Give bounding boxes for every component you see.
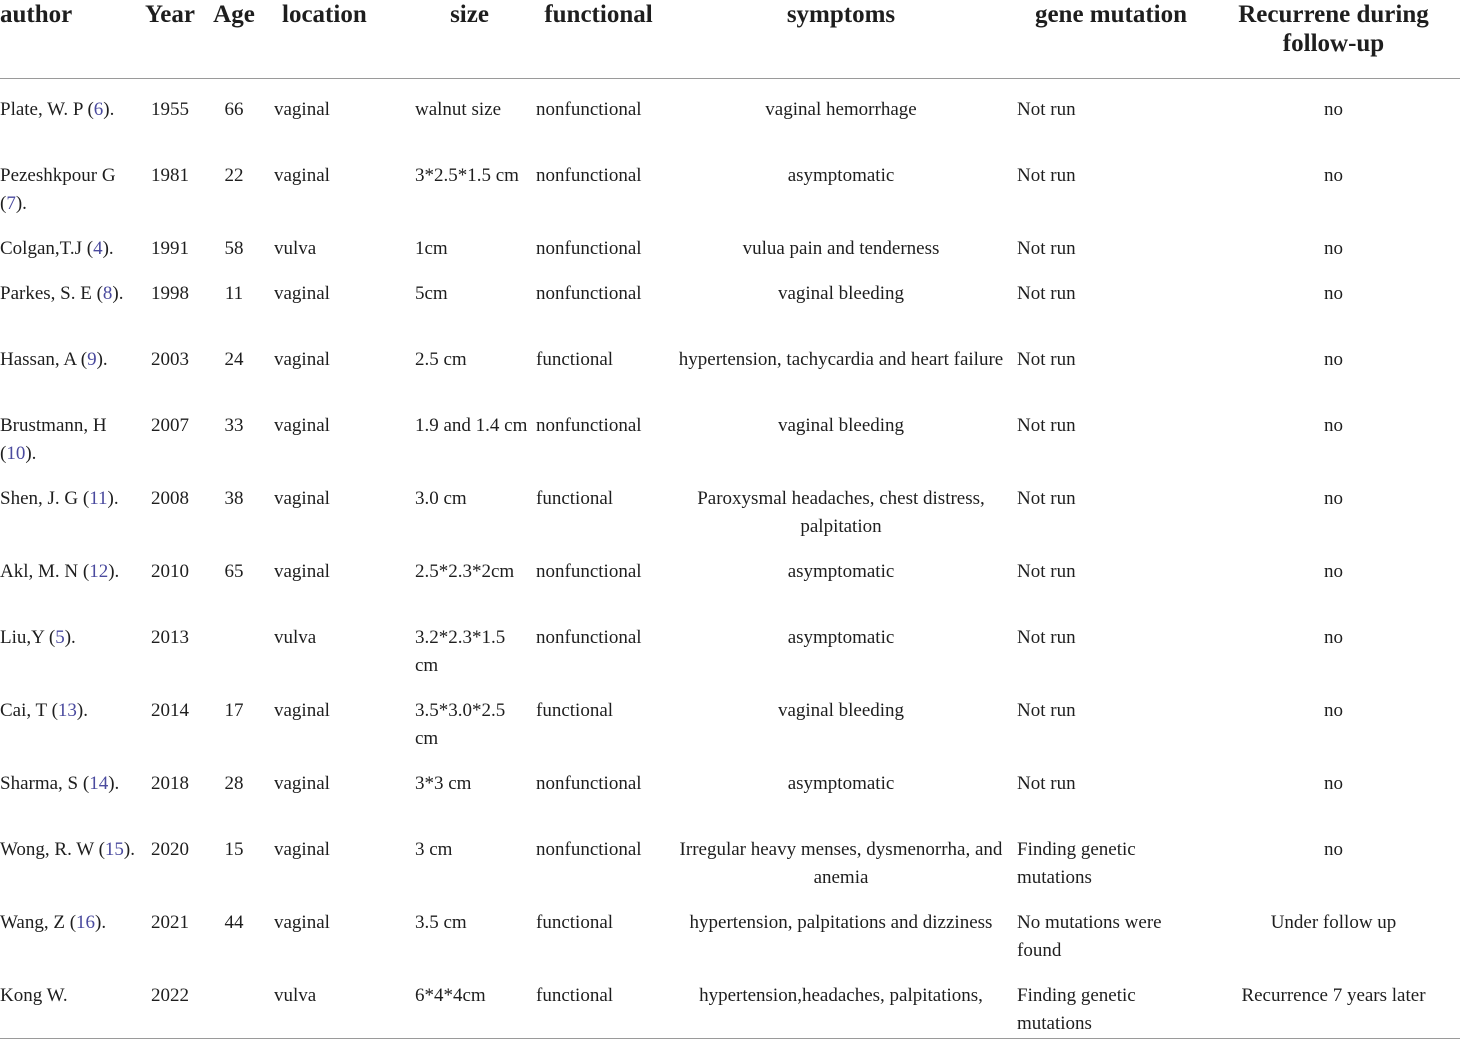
- reference-link[interactable]: 11: [89, 487, 108, 509]
- cell-recurrence: no: [1324, 487, 1343, 509]
- author-name: Cai, T: [0, 699, 47, 721]
- table-row: [0, 263, 1460, 329]
- cell-year: 2020: [151, 838, 189, 860]
- cell-symptoms: vulua pain and tenderness: [742, 237, 940, 259]
- cell-age: 11: [224, 282, 244, 304]
- reference-link[interactable]: 6: [93, 99, 104, 120]
- cell-size: 3*3 cm: [415, 772, 472, 794]
- cell-location: vaginal: [274, 911, 330, 933]
- reference-link[interactable]: 7: [6, 192, 16, 214]
- author-name: Sharma, S: [0, 772, 79, 794]
- cell-recurrence: no: [1324, 237, 1343, 259]
- cell-gene-mutation: Finding genetic mutations: [1015, 965, 1207, 1039]
- cell-year: 2013: [151, 626, 189, 648]
- cell-author: Wong, R. W (15).: [0, 838, 135, 860]
- author-name: Kong W.: [0, 984, 68, 1006]
- cell-size: walnut size: [415, 99, 502, 120]
- cell-recurrence: no: [1324, 164, 1343, 186]
- cell-age: 38: [224, 487, 244, 509]
- cell-age: 22: [224, 164, 244, 186]
- author-name: Parkes, S. E: [0, 282, 92, 304]
- cell-author: Wang, Z (16).: [0, 911, 107, 933]
- cell-gene-mutation: Finding genetic mutations: [1017, 838, 1136, 888]
- header-gene-mutation: gene mutation: [1015, 0, 1207, 79]
- cell-year: 2010: [151, 560, 189, 582]
- table-row: [0, 79, 1460, 145]
- author-name: Pezeshkpour G: [0, 164, 116, 186]
- cell-year: 2003: [151, 348, 189, 370]
- cell-size: 5cm: [415, 282, 448, 304]
- cell-age: 66: [224, 99, 244, 120]
- cell-location: vaginal: [274, 487, 330, 509]
- author-name: Liu,Y: [0, 626, 45, 648]
- cell-functional: nonfunctional: [536, 772, 642, 794]
- cell-author: Brustmann, H (10).: [0, 414, 107, 464]
- header-size: size: [409, 0, 530, 79]
- author-name: Wang, Z: [0, 911, 65, 933]
- cell-functional: nonfunctional: [536, 99, 642, 120]
- author-name: Brustmann, H: [0, 414, 107, 436]
- reference-link[interactable]: 14: [89, 772, 109, 794]
- cell-functional: nonfunctional: [536, 560, 642, 582]
- cell-symptoms: Irregular heavy menses, dysmenorrha, and anemia: [679, 838, 1003, 888]
- cell-size: 1.9 and 1.4 cm: [415, 414, 528, 436]
- cell-author: Cai, T (13).: [0, 699, 88, 721]
- header-year: Year: [138, 0, 202, 79]
- cell-location: vulva: [274, 626, 317, 648]
- cell-size: 3.0 cm: [415, 487, 467, 509]
- cell-age: [202, 607, 266, 680]
- cell-gene-mutation: Not run: [1017, 237, 1076, 259]
- cell-author: [0, 965, 138, 1039]
- cell-year: 2022: [138, 965, 202, 1039]
- cell-location: vaginal: [274, 99, 330, 120]
- reference-link[interactable]: 13: [57, 699, 77, 721]
- cell-location: vaginal: [274, 560, 330, 582]
- cell-recurrence: no: [1324, 414, 1343, 436]
- cell-recurrence: no: [1324, 99, 1343, 120]
- table-row: [0, 680, 1460, 753]
- cell-symptoms: asymptomatic: [787, 560, 895, 582]
- table-row: [0, 395, 1460, 468]
- cell-functional: functional: [536, 487, 614, 509]
- cell-gene-mutation: Not run: [1017, 348, 1076, 370]
- cell-location: vaginal: [274, 838, 330, 860]
- cell-age: 28: [224, 772, 244, 794]
- table-row: [0, 145, 1460, 218]
- cell-symptoms: asymptomatic: [787, 164, 895, 186]
- cell-year: 2021: [151, 911, 189, 933]
- cell-author: Akl, M. N (12).: [0, 560, 120, 582]
- cell-recurrence: no: [1324, 772, 1343, 794]
- reference-link[interactable]: 15: [104, 838, 124, 860]
- cell-year: 2007: [151, 414, 189, 436]
- cell-symptoms: Paroxysmal headaches, chest distress, palpitation: [697, 487, 985, 537]
- cell-age: 33: [224, 414, 244, 436]
- cell-symptoms: vaginal bleeding: [777, 699, 905, 721]
- cell-functional: nonfunctional: [536, 414, 642, 436]
- cell-age: 65: [224, 560, 244, 582]
- cell-functional: nonfunctional: [536, 164, 642, 186]
- cell-year: 2018: [151, 772, 189, 794]
- cell-gene-mutation: Not run: [1017, 772, 1076, 794]
- header-functional: functional: [530, 0, 667, 79]
- cell-gene-mutation: Not run: [1017, 414, 1076, 436]
- cell-gene-mutation: Not run: [1017, 487, 1076, 509]
- cell-year: 1991: [151, 237, 189, 259]
- table-row: [0, 892, 1460, 965]
- cell-size: 2.5 cm: [415, 348, 467, 370]
- cell-size: 2.5*2.3*2cm: [415, 560, 515, 582]
- cell-recurrence: no: [1324, 838, 1343, 860]
- cell-age: 15: [224, 838, 244, 860]
- cell-functional: nonfunctional: [536, 237, 642, 259]
- cell-functional: functional: [530, 965, 667, 1039]
- cell-size: 1cm: [415, 237, 448, 259]
- cell-recurrence: no: [1324, 282, 1343, 304]
- table-row: [0, 468, 1460, 541]
- header-location: location: [266, 0, 409, 79]
- cell-age: 58: [224, 237, 244, 259]
- cell-author: Hassan, A (9).: [0, 348, 108, 370]
- reference-link[interactable]: 16: [76, 911, 96, 933]
- cell-functional: nonfunctional: [536, 282, 642, 304]
- cell-location: vaginal: [274, 164, 330, 186]
- reference-link[interactable]: 9: [87, 348, 97, 370]
- cell-gene-mutation: Not run: [1017, 626, 1076, 648]
- cell-location: vaginal: [274, 282, 330, 304]
- cell-symptoms: hypertension,headaches, palpitations,: [667, 965, 1015, 1039]
- cell-age: 24: [224, 348, 244, 370]
- cell-symptoms: vaginal bleeding: [777, 282, 905, 304]
- cell-gene-mutation: Not run: [1017, 99, 1076, 120]
- cell-location: vulva: [274, 237, 317, 259]
- reference-link[interactable]: 5: [55, 626, 65, 648]
- cell-gene-mutation: No mutations were found: [1017, 911, 1162, 961]
- cell-size: 3.5*3.0*2.5 cm: [415, 699, 506, 749]
- cell-gene-mutation: Not run: [1017, 560, 1076, 582]
- cell-author: Parkes, S. E (8).: [0, 282, 124, 304]
- cell-recurrence: Under follow up: [1270, 911, 1397, 933]
- cell-size: 6*4*4cm: [409, 965, 530, 1039]
- header-age: Age: [202, 0, 266, 79]
- author-name: Plate, W. P: [0, 99, 83, 120]
- cell-symptoms: asymptomatic: [787, 772, 895, 794]
- cell-author: Plate, W. P (6).: [0, 99, 115, 120]
- cell-age: 44: [224, 911, 244, 933]
- cell-size: 3.2*2.3*1.5 cm: [415, 626, 506, 676]
- cell-location: vulva: [266, 965, 409, 1039]
- cell-size: 3*2.5*1.5 cm: [415, 164, 519, 186]
- author-name: Hassan, A: [0, 348, 76, 370]
- author-name: Akl, M. N: [0, 560, 79, 582]
- header-row: [0, 0, 1460, 79]
- cell-year: 2008: [151, 487, 189, 509]
- cell-author: Liu,Y (5).: [0, 626, 76, 648]
- header-symptoms: symptoms: [667, 0, 1015, 79]
- author-name: Colgan,T.J: [0, 237, 82, 259]
- cell-gene-mutation: Not run: [1017, 164, 1076, 186]
- cell-age: 17: [224, 699, 244, 721]
- table-row: [0, 329, 1460, 395]
- author-name: Wong, R. W: [0, 838, 94, 860]
- cell-functional: functional: [536, 911, 614, 933]
- cell-symptoms: vaginal hemorrhage: [765, 99, 917, 120]
- cell-symptoms: hypertension, palpitations and dizziness: [689, 911, 993, 933]
- cell-year: 1981: [151, 164, 189, 186]
- cell-gene-mutation: Not run: [1017, 699, 1076, 721]
- cell-year: 1998: [151, 282, 189, 304]
- cell-recurrence: Recurrence 7 years later: [1207, 965, 1460, 1039]
- cell-size: 3 cm: [415, 838, 453, 860]
- table-row: [0, 753, 1460, 819]
- cell-recurrence: no: [1324, 560, 1343, 582]
- cell-recurrence: no: [1324, 699, 1343, 721]
- cell-author: Colgan,T.J (4).: [0, 237, 114, 259]
- cell-size: 3.5 cm: [415, 911, 467, 933]
- cell-symptoms: asymptomatic: [787, 626, 895, 648]
- cell-location: vaginal: [274, 699, 330, 721]
- cell-gene-mutation: Not run: [1017, 282, 1076, 304]
- cell-location: vaginal: [274, 348, 330, 370]
- table-row: [0, 541, 1460, 607]
- cell-age: [202, 965, 266, 1039]
- cell-symptoms: hypertension, tachycardia and heart failure: [678, 348, 1004, 370]
- cell-functional: functional: [536, 699, 614, 721]
- reference-link[interactable]: 4: [93, 237, 103, 259]
- reference-link[interactable]: 10: [6, 442, 26, 464]
- table-row: [0, 218, 1460, 263]
- reference-link[interactable]: 8: [102, 282, 113, 304]
- cell-functional: nonfunctional: [536, 838, 642, 860]
- cell-location: vaginal: [274, 772, 330, 794]
- header-author: author: [0, 0, 138, 79]
- header-recurrence: Recurrene during follow-up: [1207, 0, 1460, 79]
- table-row: [0, 819, 1460, 892]
- cell-symptoms: vaginal bleeding: [777, 414, 905, 436]
- cell-author: Shen, J. G (11).: [0, 487, 119, 509]
- table-row: [0, 607, 1460, 680]
- table-row: [0, 965, 1460, 1039]
- table-body: [0, 79, 1460, 1039]
- cell-year: 2014: [151, 699, 189, 721]
- cell-functional: functional: [536, 348, 614, 370]
- reference-link[interactable]: 12: [89, 560, 109, 582]
- cell-recurrence: no: [1324, 626, 1343, 648]
- cell-functional: nonfunctional: [536, 626, 642, 648]
- cell-recurrence: no: [1324, 348, 1343, 370]
- cell-year: 1955: [151, 99, 189, 120]
- author-name: Shen, J. G: [0, 487, 79, 509]
- cell-author: Pezeshkpour G (7).: [0, 164, 116, 214]
- cell-location: vaginal: [274, 414, 330, 436]
- cell-author: Sharma, S (14).: [0, 772, 120, 794]
